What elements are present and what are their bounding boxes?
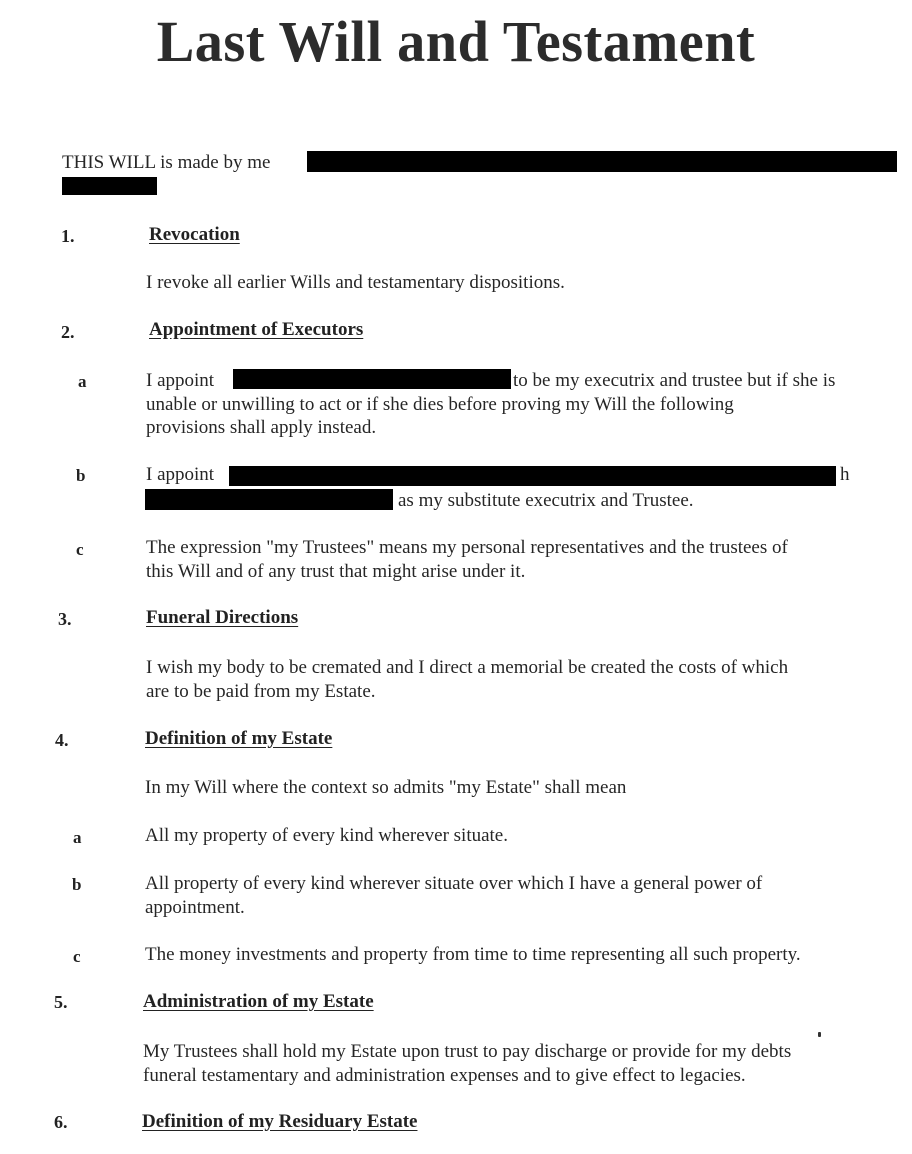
section-body: funeral testamentary and administration expenses and to give effect to legacies.	[143, 1065, 746, 1086]
item-text: this Will and of any trust that might arise under it.	[146, 561, 526, 582]
redaction-block	[229, 466, 836, 486]
item-label: c	[76, 540, 84, 559]
section-number: 2.	[61, 322, 75, 342]
item-text: The money investments and property from time to time representing all such property.	[145, 944, 801, 965]
section-body: In my Will where the context so admits "my Estate" shall mean	[145, 777, 627, 798]
section-number: 1.	[61, 226, 75, 246]
item-text: as my substitute executrix and Trustee.	[398, 490, 694, 511]
section-heading-administration-of-my-estate: Administration of my Estate	[143, 991, 374, 1012]
section-number: 6.	[54, 1112, 68, 1132]
section-number: 4.	[55, 730, 69, 750]
item-label: a	[78, 372, 87, 391]
item-text: appointment.	[145, 897, 245, 918]
redaction-block	[62, 177, 157, 195]
section-heading-definition-of-my-residuary-estate: Definition of my Residuary Estate	[142, 1111, 418, 1132]
section-heading-definition-of-my-estate: Definition of my Estate	[145, 728, 333, 749]
item-text: provisions shall apply instead.	[146, 417, 377, 438]
redaction-block	[145, 489, 393, 510]
section-number: 5.	[54, 992, 68, 1012]
section-heading-funeral-directions: Funeral Directions	[146, 607, 299, 628]
item-label: c	[73, 947, 81, 966]
document-title: Last Will and Testament	[156, 9, 756, 74]
item-label: b	[76, 466, 86, 485]
item-text: The expression "my Trustees" means my personal representatives and the trustees of	[146, 537, 788, 558]
item-text: I appoint	[146, 370, 215, 391]
item-text: to be my executrix and trustee but if she is	[513, 370, 836, 391]
redaction-block	[233, 369, 511, 389]
item-text: All property of every kind wherever situate over which I have a general power of	[145, 873, 763, 894]
section-body: My Trustees shall hold my Estate upon trust to pay discharge or provide for my debts	[143, 1041, 792, 1062]
section-heading-revocation: Revocation	[149, 224, 240, 245]
section-heading-appointment-of-executors: Appointment of Executors	[149, 319, 364, 340]
item-label: b	[72, 875, 82, 894]
item-text: All my property of every kind wherever situate.	[145, 825, 508, 846]
section-number: 3.	[58, 609, 72, 629]
item-text: h	[840, 464, 850, 485]
item-label: a	[73, 828, 82, 847]
redaction-block	[307, 151, 897, 172]
section-body: are to be paid from my Estate.	[146, 681, 376, 702]
intro-text: THIS WILL is made by me	[62, 152, 271, 173]
section-body: I revoke all earlier Wills and testamentary dispositions.	[146, 272, 565, 293]
section-body: I wish my body to be cremated and I direct a memorial be created the costs of which	[146, 657, 789, 678]
scan-speck	[818, 1032, 821, 1037]
item-text: unable or unwilling to act or if she dies before proving my Will the following	[146, 394, 734, 415]
item-text: I appoint	[146, 464, 215, 485]
